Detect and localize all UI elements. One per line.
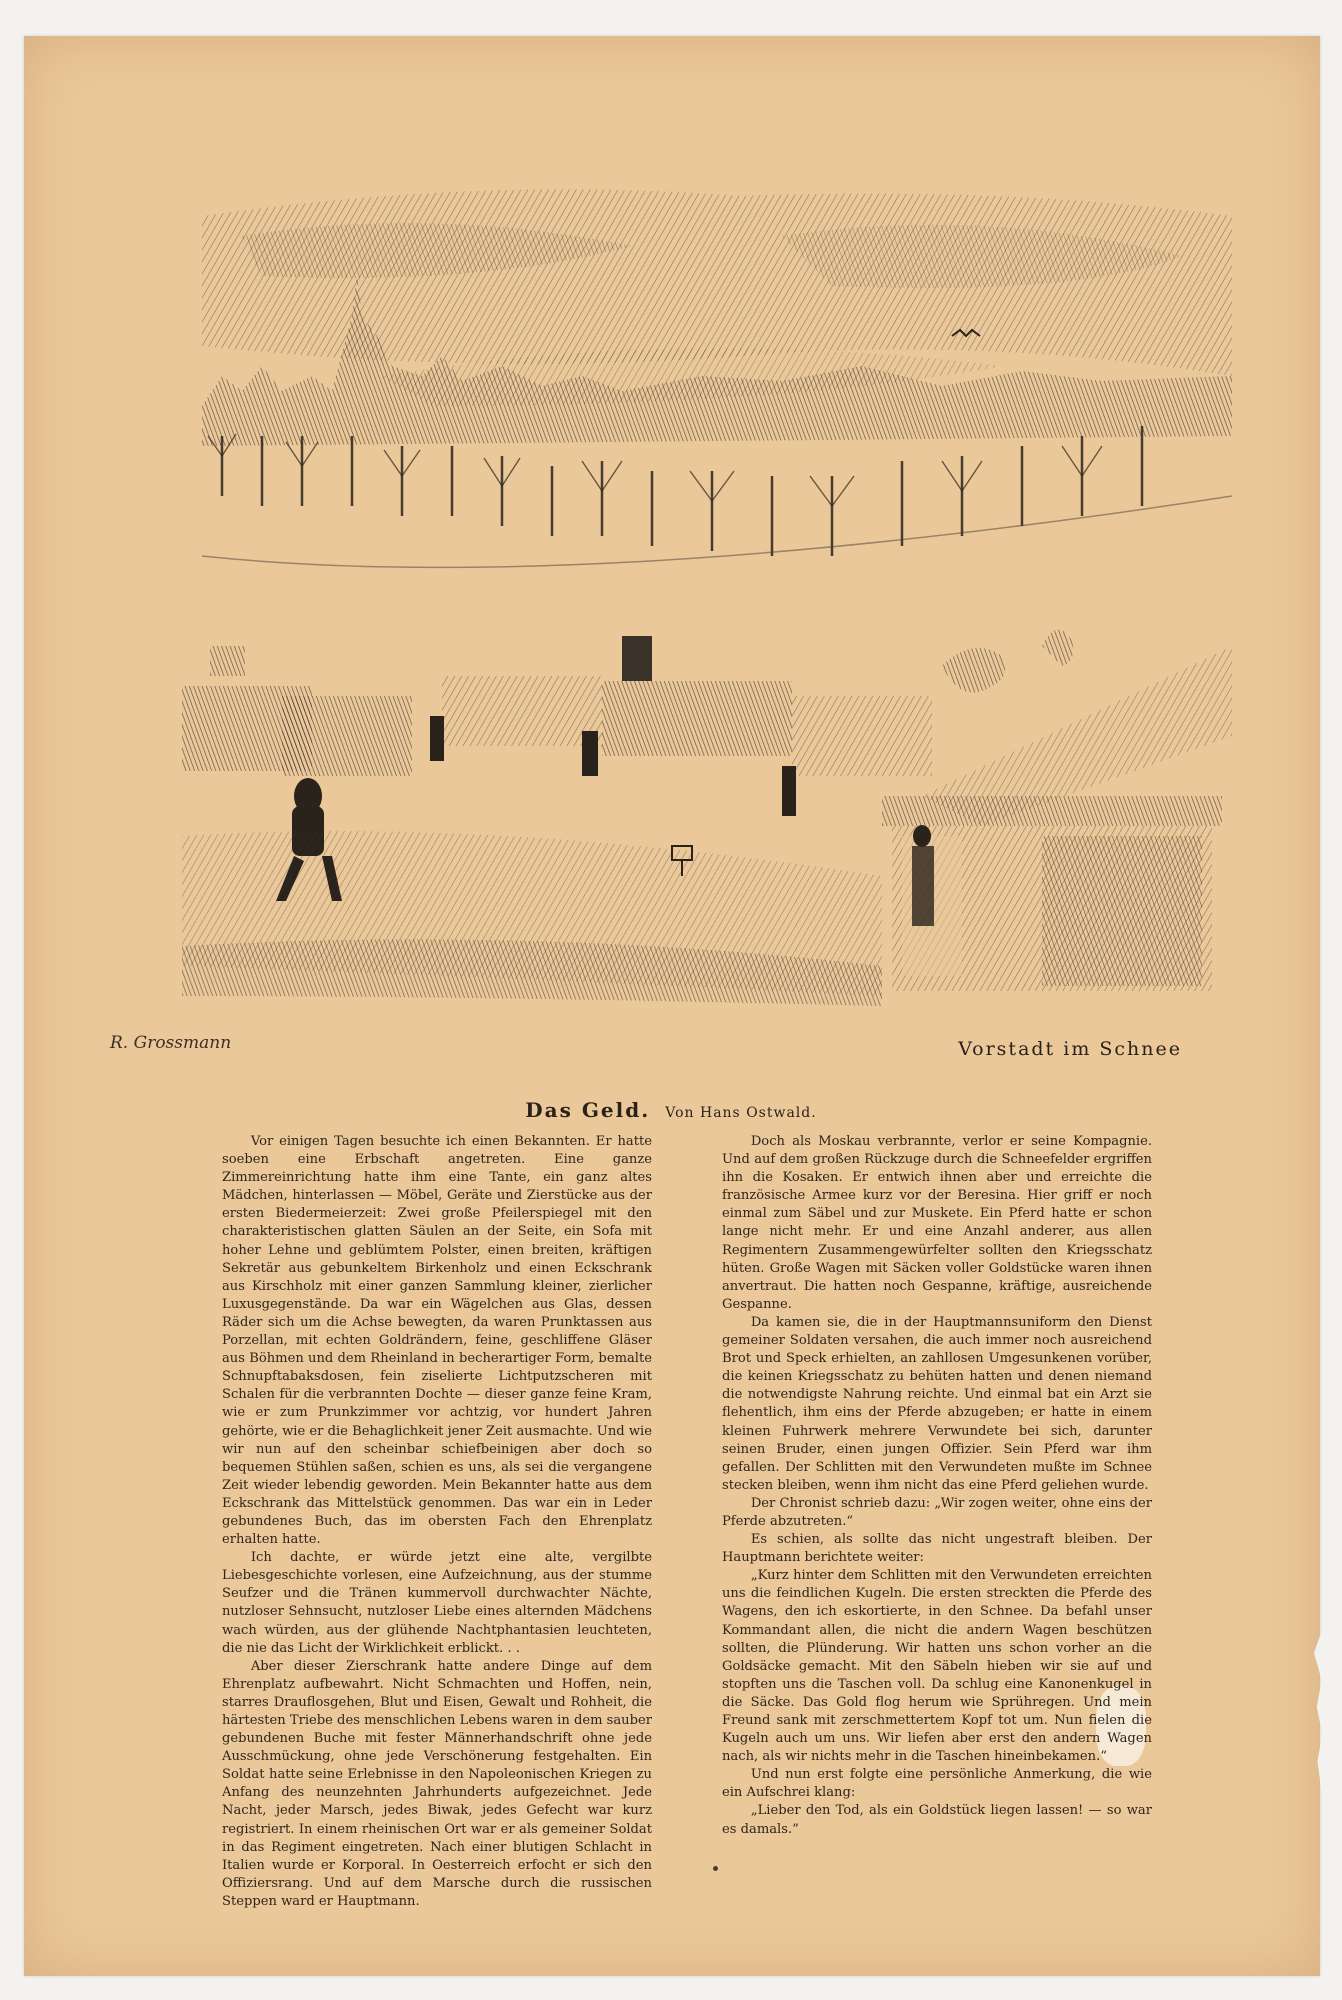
paragraph: Es schien, als sollte das nicht ungestraft bleiben. Der Hauptmann berichtete weiter:: [722, 1532, 1152, 1566]
paragraph: Und nun erst folgte eine persönliche Anmerkung, die wie ein Aufschrei klang:: [722, 1767, 1152, 1801]
illustration-caption: Vorstadt im Schnee: [958, 1038, 1182, 1060]
article-byline: Von Hans Ostwald.: [665, 1105, 817, 1121]
article-column-left: [222, 1133, 652, 1911]
paragraph: Da kamen sie, die in der Hauptmannsuniform den Dienst gemeiner Soldaten versahen, die auch immer noch ausreichend Brot und Speck erhielten, an zahllosen Umgesunkenen vorüber, die keinen Kriegsschatz zu behüten hatten und denen niemand die notwendigste Nahrung reichte. Und einmal bat ein Arzt sie flehentlich, ihm eins der Pferde abzugeben; er hatte in einem kleinen Fuhrwerk mehrere Verwundete bei sich, darunter seinen Bruder, einen jungen Offizier. Sein Pferd war ihm gefallen. Der Schlitten mit den Verwundeten mußte im Schnee stecken bleiben, wenn ihm nicht das eine Pferd geliehen wurde.: [722, 1314, 1152, 1493]
article-heading: [0, 1098, 1342, 1122]
quote-paragraph: „Kurz hinter dem Schlitten mit den Verwundeten erreichten uns die feindlichen Kugeln. Die ersten streckten die Pferde des Wagens, den ich eskortierte, in den Schnee. Da befahl unser Kommandant allen, die nicht die andern Wagen beschützen sollten, die Plünderung. Wir hatten uns schon vorher an die Goldsäcke gemacht. Mit den Säbeln hieben wir sie auf und stopften uns die Taschen voll. Da schlug eine Kanonenkugel in die Säcke. Das Gold flog herum wie Sprühregen. Und mein Freund sank mit zerschmettertem Kopf tot um. Nun fielen die Kugeln auch um uns. Wir liefen aber erst den andern Wagen nach, als wir nichts mehr in die Taschen hineinbekamen.“: [722, 1568, 1152, 1765]
lithograph-illustration: [182, 176, 1252, 1056]
quote-paragraph: „Lieber den Tod, als ein Goldstück liegen lassen! — so war es damals.“: [722, 1803, 1152, 1837]
artist-signature: R. Grossmann: [110, 1033, 232, 1053]
article-title: Das Geld.: [525, 1098, 651, 1122]
torn-edge: [1314, 1626, 1328, 1806]
paragraph: Doch als Moskau verbrannte, verlor er seine Kompagnie. Und auf dem großen Rückzuge durch die Schneefelder ergriffen ihn die Kosaken. Er entwich ihnen aber und erreichte die französische Armee kurz vor der Beresina. Hier griff er noch einmal zum Säbel und zur Muskete. Ein Pferd hatte er schon lange nicht mehr. Er und eine Anzahl anderer, aus allen Regimentern Zusammengewürfelter sollten den Kriegsschatz hüten. Große Wagen mit Säcken voller Goldstücke waren ihnen anvertraut. Die hatten noch Gespanne, kräftige, ausreichende Gespanne.: [722, 1134, 1152, 1312]
article-column-right: [722, 1133, 1152, 1839]
paragraph: Vor einigen Tagen besuchte ich einen Bekannten. Er hatte soeben eine Erbschaft angetreten. Eine ganze Zimmereinrichtung hatte ihm eine Tante, ein ganz altes Mädchen, hinterlassen — Möbel, Geräte und Zierstücke aus der ersten Biedermeierzeit: Zwei große Pfeilerspiegel mit den charakteristischen glatten Säulen an der Seite, ein Sofa mit hoher Lehne und geblümtem Polster, einen breiten, kräftigen Sekretär aus gebunkeltem Birkenholz und einen Eckschrank aus Kirschholz mit einer ganzen Sammlung kleiner, zierlicher Luxusgegenstände. Da war ein Wägelchen aus Glas, dessen Räder sich um die Achse bewegten, da waren Prunktassen aus Porzellan, mit echten Goldrändern, feine, geschliffene Gläser aus Böhmen und dem Rheinland in becherartiger Form, bemalte Schnupftabaksdosen, fein ziselierte Lichtputzscheren mit Schalen für die verbrannten Dochte — dieser ganze feine Kram, wie er zum Prunkzimmer vor achtzig, vor hundert Jahren gehörte, wie er die Behaglichkeit jener Zeit ausmachte. Und wie wir nun auf den scheinbar schiefbeinigen aber doch so bequemen Stühlen saßen, schien es uns, als sei die vergangene Zeit wieder lebendig geworden. Mein Bekannter hatte aus dem Eckschrank das Mittelstück genommen. Das war ein in Leder gebundenes Buch, das im obersten Fach den Ehrenplatz erhalten hatte.: [222, 1134, 652, 1548]
paragraph: Aber dieser Zierschrank hatte andere Dinge auf dem Ehrenplatz aufbewahrt. Nicht Schmachten und Hoffen, nein, starres Drauflosgehen, Blut und Eisen, Gewalt und Rohheit, die härtesten Triebe des menschlichen Lebens waren in dem sauber gebundenen Buche mit fester Männerhandschrift ohne jede Ausschmückung, ohne jede Verschönerung festgehalten. Ein Soldat hatte seine Erlebnisse in den Napoleonischen Kriegen zu Anfang des neunzehnten Jahrhunderts aufgezeichnet. Jede Nacht, jeder Marsch, jedes Biwak, jedes Gefecht war kurz registriert. In einem rheinischen Ort war er als gemeiner Soldat in das Regiment eingetreten. Nach einer blutigen Schlacht in Italien wurde er Korporal. In Oesterreich erfocht er sich den Offiziersrang. Und auf dem Marsche durch die russischen Steppen ward er Hauptmann.: [222, 1658, 652, 1909]
ink-dot: [713, 1866, 718, 1871]
paragraph: Der Chronist schrieb dazu: „Wir zogen weiter, ohne eins der Pferde abzutreten.“: [722, 1495, 1152, 1529]
paragraph: Ich dachte, er würde jetzt eine alte, vergilbte Liebesgeschichte vorlesen, eine Aufzeichnung, aus der stumme Seufzer und die Tränen kummervoll durchwachter Nächte, nutzloser Sehnsucht, nutzloser Liebe eines alternden Mädchens wach würden, aus der glühende Nachtphantasien leuchteten, die nie das Licht der Wirklichkeit erblickt. . .: [222, 1550, 652, 1656]
